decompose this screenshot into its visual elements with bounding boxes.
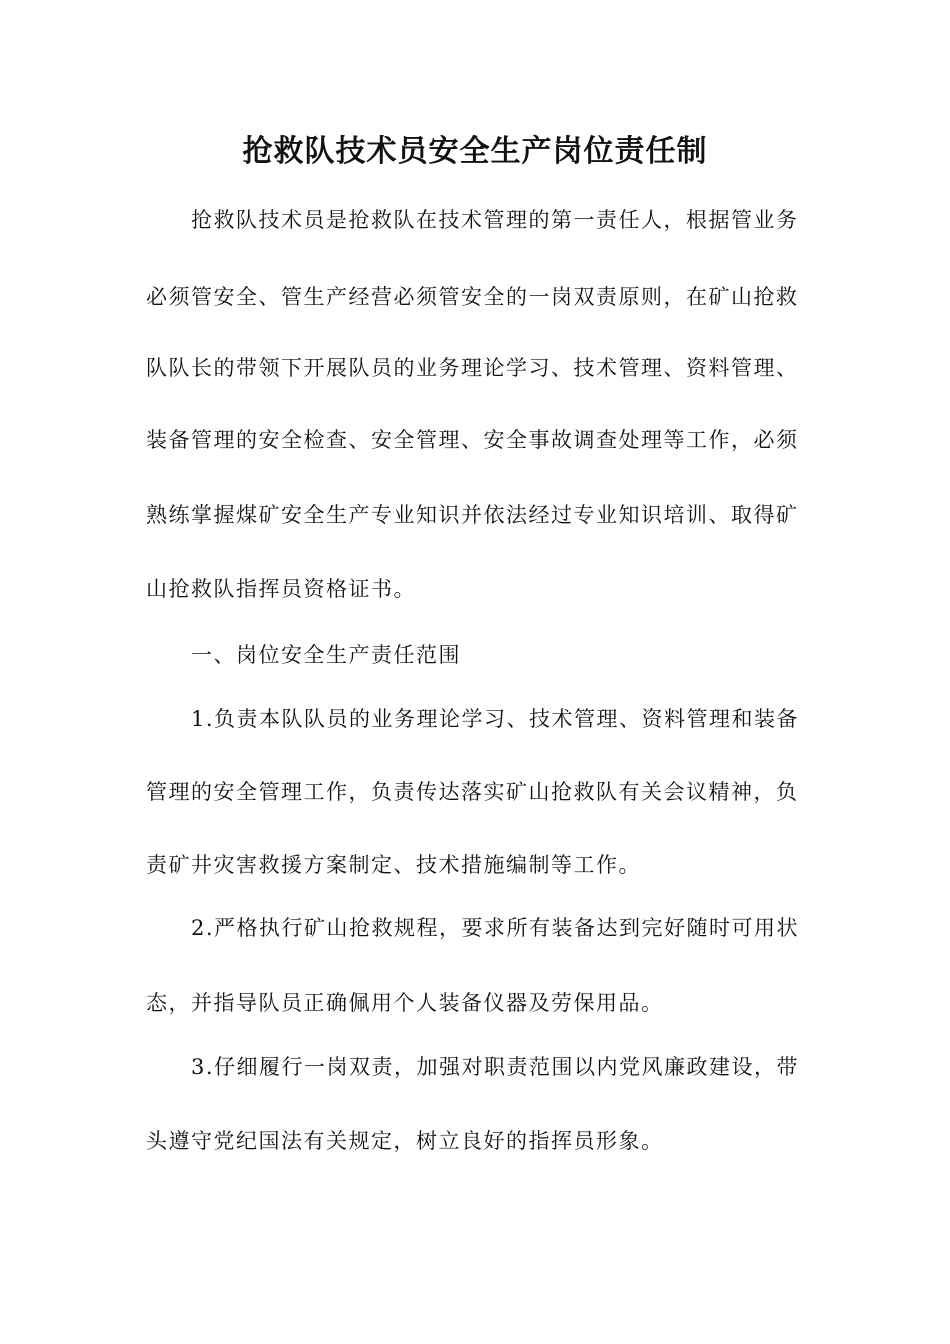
paragraph-line: 2.严格执行矿山抢救规程，要求所有装备达到完好随时可用状 [191,916,800,940]
paragraph-line: 队队长的带领下开展队员的业务理论学习、技术管理、资料管理、 [146,356,799,380]
paragraph-line: 必须管安全、管生产经营必须管安全的一岗双责原则，在矿山抢救 [146,285,799,309]
paragraph-line: 责矿井灾害救援方案制定、技术措施编制等工作。 [146,853,641,877]
paragraph-line: 态，并指导队员正确佩用个人装备仪器及劳保用品。 [146,991,664,1015]
paragraph-line: 山抢救队指挥员资格证书。 [146,577,416,601]
section-heading: 一、岗位安全生产责任范围 [191,643,461,667]
paragraph-line: 抢救队技术员是抢救队在技术管理的第一责任人，根据管业务 [191,208,799,232]
document-title: 抢救队技术员安全生产岗位责任制 [242,134,708,169]
paragraph-line: 装备管理的安全检查、安全管理、安全事故调查处理等工作，必须 [146,428,799,452]
paragraph-line: 管理的安全管理工作，负责传达落实矿山抢救队有关会议精神，负 [146,780,799,804]
paragraph-line: 头遵守党纪国法有关规定，树立良好的指挥员形象。 [146,1129,664,1153]
paragraph-line: 熟练掌握煤矿安全生产专业知识并依法经过专业知识培训、取得矿 [146,503,799,527]
paragraph-line: 3.仔细履行一岗双责，加强对职责范围以内党风廉政建设，带 [191,1055,800,1079]
paragraph-line: 1.负责本队队员的业务理论学习、技术管理、资料管理和装备 [191,707,800,731]
